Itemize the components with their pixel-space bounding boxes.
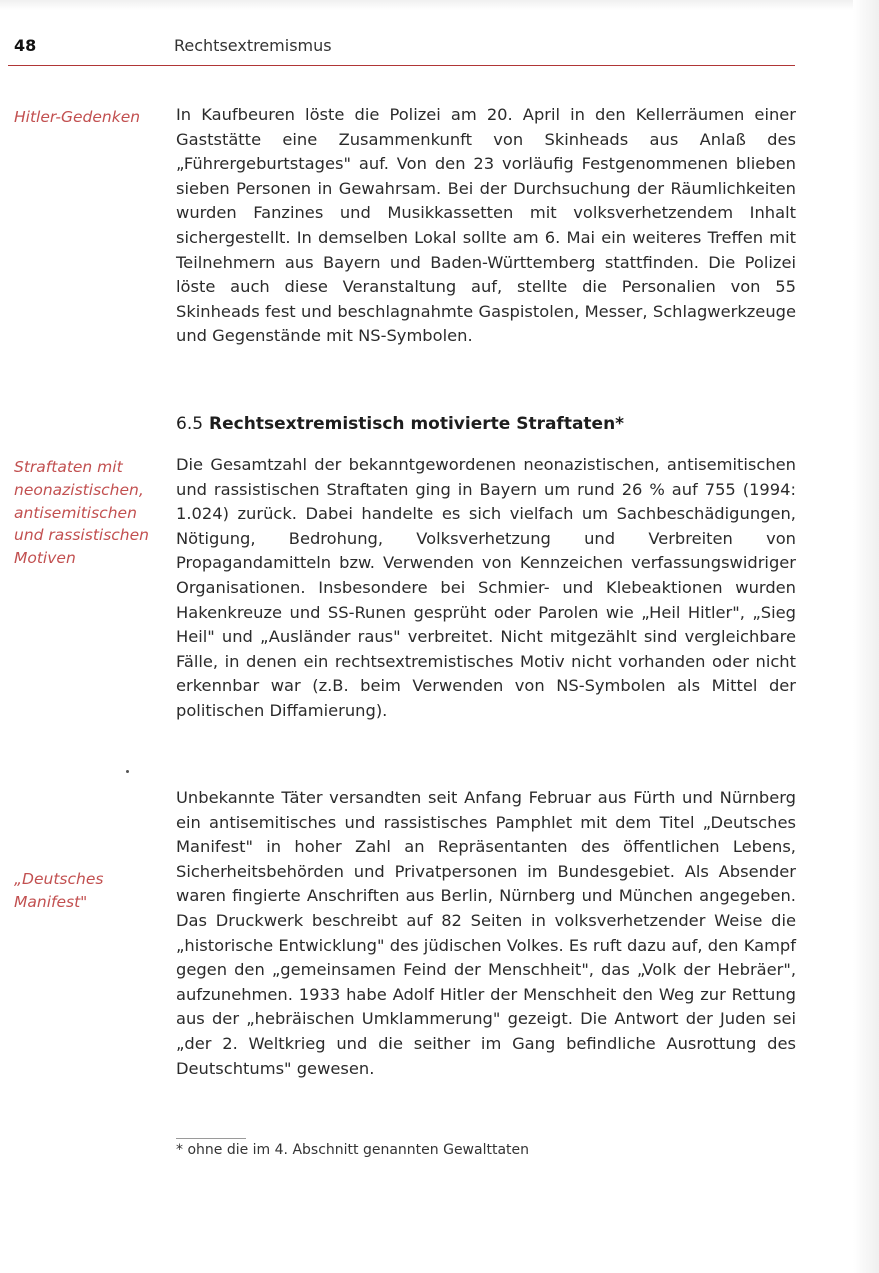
paragraph-deutsches-manifest: Unbekannte Täter versandten seit Anfang Februar aus Fürth und Nürnberg ein antisemitisches und rassistisches Pamphlet mit dem Titel „Deutsches Manifest" in hoher Zahl an Repräsentanten des öffentlichen Lebens, Sicherheitsbehörden und Privatpersonen im Bundesgebiet. Als Absender waren fingierte Anschriften aus Berlin, Nürnberg und München angegeben. Das Druckwerk beschreibt auf 82 Seiten in volksverhetzender Weise die „historische Entwicklung" des jüdischen Volkes. Es ruft dazu auf, den Kampf gegen den „gemeinsamen Feind der Menschheit", das „Volk der Hebräer", aufzunehmen. 1933 habe Adolf Hitler der Menschheit den Weg zur Rettung aus der „hebräischen Umklammerung" gezeigt. Die Antwort der Juden sei „der 2. Weltkrieg und die seither im Gang befindliche Ausrottung des Deutschtums" gewesen. — [176, 788, 796, 1078]
running-title: Rechtsextremismus — [174, 36, 332, 55]
margin-note-deutsches-manifest: „Deutsches Manifest" — [14, 870, 104, 911]
stray-mark — [126, 770, 129, 773]
header-rule — [8, 65, 795, 66]
section-title: Rechtsextremistisch motivierte Straftaten* — [209, 414, 625, 434]
section-heading — [176, 414, 796, 434]
paragraph-kaufbeuren: In Kaufbeuren löste die Polizei am 20. April in den Kellerräumen einer Gaststätte eine Zusammenkunft von Skinheads aus Anlaß des „Führergeburtstages" auf. Von den 23 vorläufig Festgenommenen blieben sieben Personen in Gewahrsam. Bei der Durchsuchung der Räumlichkeiten wurden Fanzines und Musikkassetten mit volksverhetzendem Inhalt sichergestellt. In demselben Lokal sollte am 6. Mai ein weiteres Treffen mit Teilnehmern aus Bayern und Baden-Württemberg stattfinden. Die Polizei löste auch diese Veranstaltung auf, stellte die Personalien von 55 Skinheads fest und beschlagnahmte Gaspistolen, Messer, Schlagwerkzeuge und Gegenstände mit NS-Symbolen. — [176, 105, 796, 346]
page-right-shadow — [853, 0, 879, 1273]
page-top-shadow — [0, 0, 879, 10]
page-header — [14, 36, 794, 66]
paragraph-straftaten: Die Gesamtzahl der bekanntgewordenen neonazistischen, antisemitischen und rassistischen Straftaten ging in Bayern um rund 26 % auf 755 (1994: 1.024) zurück. Dabei handelte es sich vielfach um Sachbeschädigungen, Nötigung, Bedrohung, Volksverhetzung und Verbreiten von Propagandamitteln bzw. Verwenden von Kennzeichen verfassungswidriger Organisationen. Insbesondere bei Schmier- und Klebeaktionen wurden Hakenkreuze und SS-Runen gesprüht oder Parolen wie „Heil Hitler", „Sieg Heil" und „Ausländer raus" verbreitet. Nicht mitgezählt sind vergleichbare Fälle, in denen ein rechtsextremistisches Motiv nicht vorhanden oder nicht erkennbar war (z.B. beim Verwenden von NS-Symbolen als Mittel der politischen Diffamierung). — [176, 455, 796, 720]
footnote: * ohne die im 4. Abschnitt genannten Gewalttaten — [176, 1142, 530, 1158]
margin-note-straftaten: Straftaten mit neonazistischen, antisemitischen und rassistischen Motiven — [14, 458, 149, 568]
page-number: 48 — [14, 36, 37, 55]
footnote-rule — [176, 1138, 246, 1139]
section-number: 6.5 — [176, 414, 204, 434]
margin-note-hitler-gedenken: Hitler-Gedenken — [14, 108, 141, 126]
